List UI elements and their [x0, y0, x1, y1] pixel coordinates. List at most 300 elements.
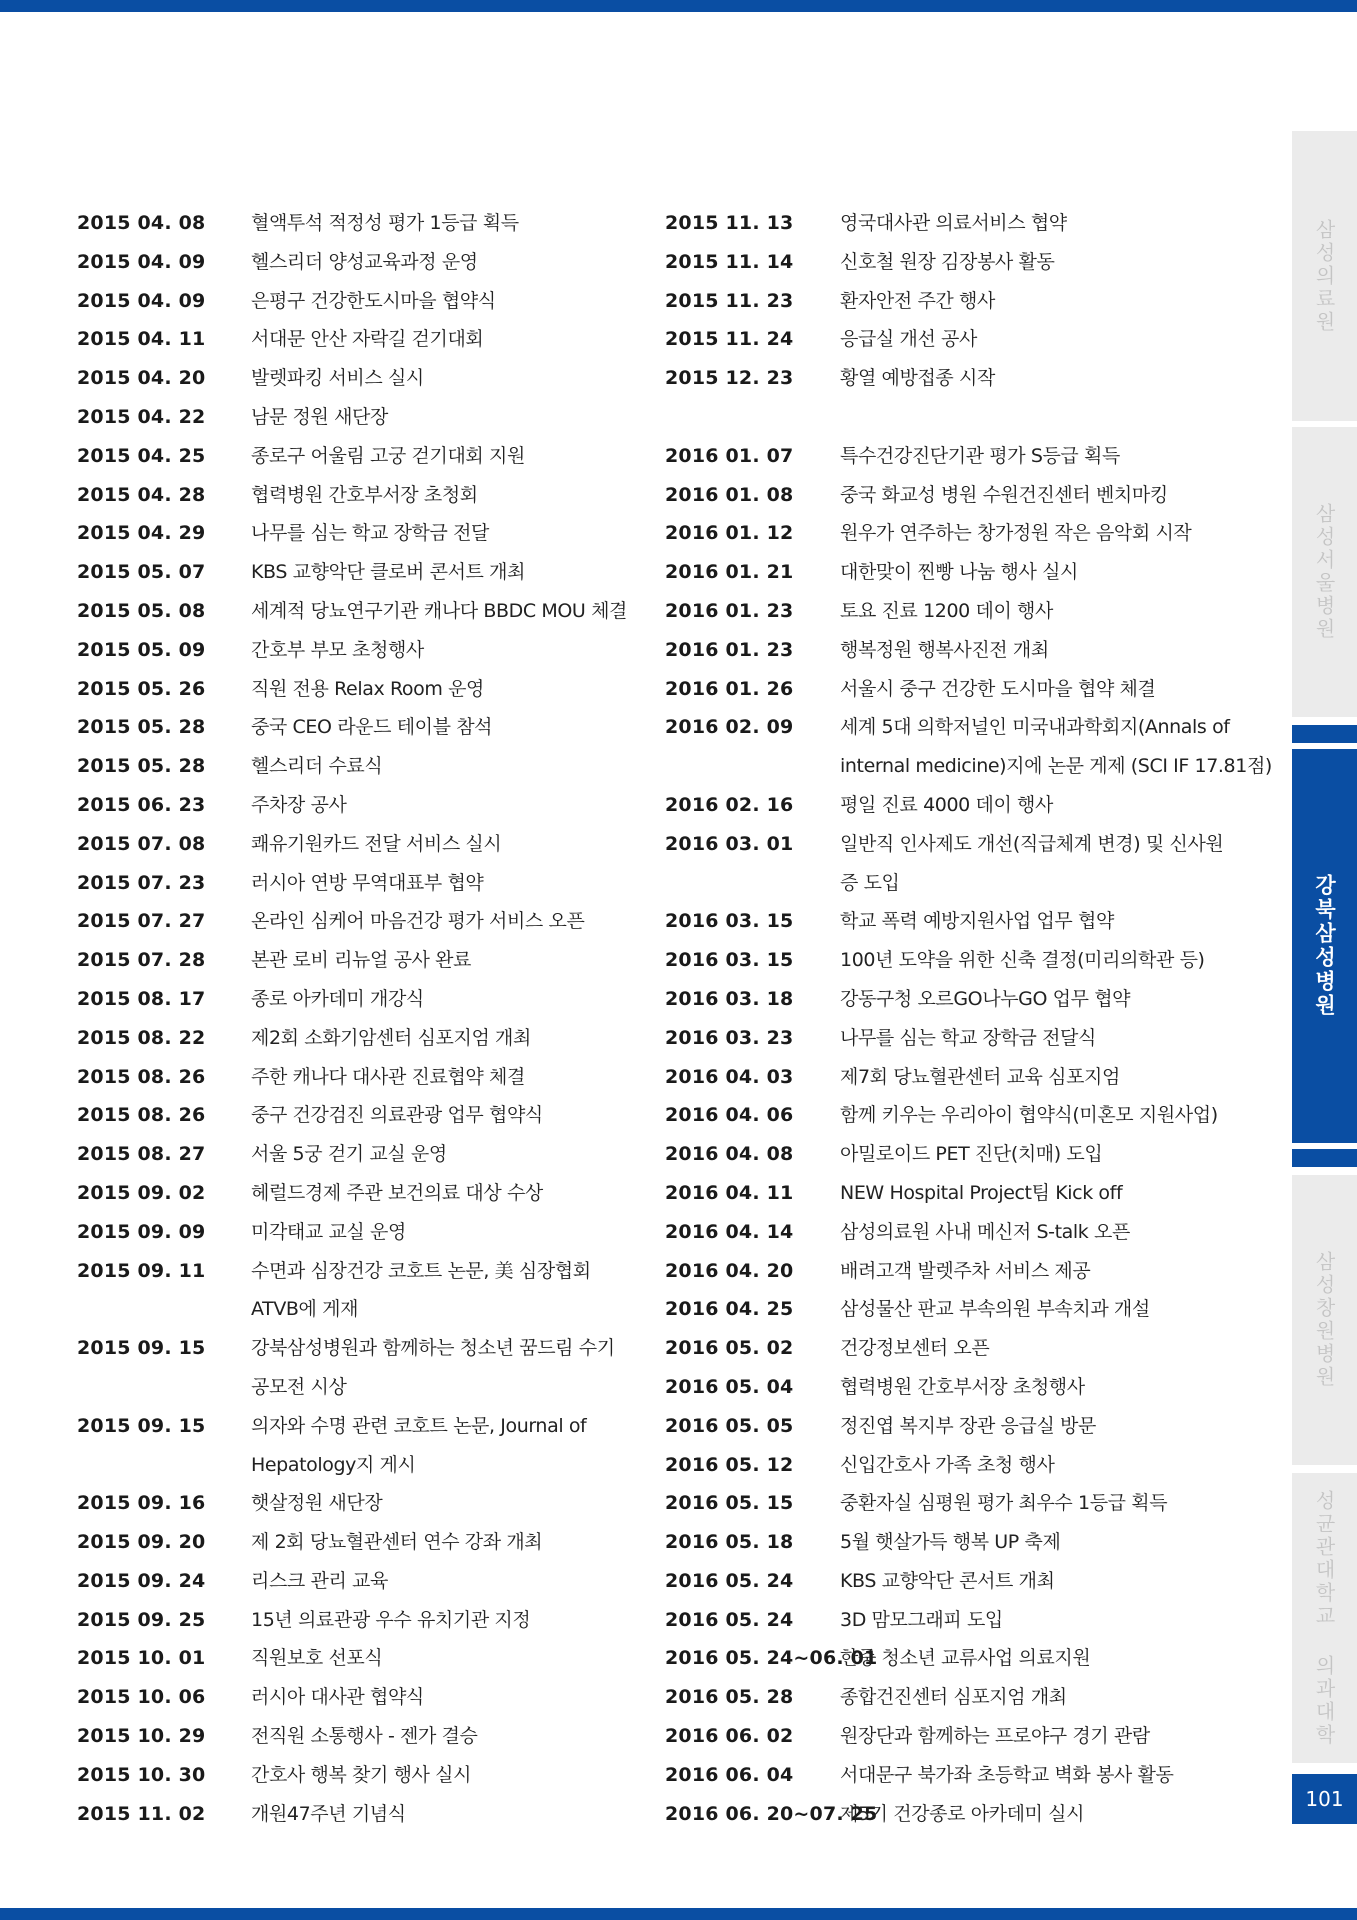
timeline-entry	[665, 1639, 1230, 1678]
entry-date: 2016 05. 24	[665, 1608, 794, 1631]
entry-date: 2016 04. 08	[665, 1143, 794, 1166]
entry-date: 2015 09. 09	[77, 1220, 206, 1243]
entry-date: 2015 04. 09	[77, 289, 206, 312]
entry-date: 2016 01. 26	[665, 677, 794, 700]
entry-date: 2015 10. 06	[77, 1686, 206, 1709]
side-tab-samsung-seoul-hospital[interactable]	[1292, 427, 1357, 717]
timeline-entry	[77, 1678, 637, 1717]
entry-date: 2016 06. 04	[665, 1763, 794, 1786]
entry-description-line: 서대문 안산 자락길 걷기대회	[251, 328, 484, 351]
timeline-entry	[77, 708, 637, 747]
entry-description-line: 신입간호사 가족 초청 행사	[840, 1453, 1055, 1476]
entry-description-line: 영국대사관 의료서비스 협약	[840, 212, 1067, 234]
side-tab-label: 삼성창원병원	[1312, 1251, 1336, 1389]
timeline-entry	[665, 786, 1230, 825]
entry-description-line: 100년 도약을 위한 신축 결정(미리의학관 등)	[840, 949, 1205, 972]
entry-date: 2015 04. 08	[77, 212, 206, 234]
entry-description	[840, 1096, 1218, 1135]
entry-description-line: 나무를 심는 학교 장학금 전달식	[840, 1026, 1096, 1049]
timeline-entry	[665, 320, 1230, 359]
entry-date: 2015 08. 26	[77, 1065, 206, 1088]
timeline-entry	[77, 1019, 637, 1058]
entry-description-line: 러시아 연방 무역대표부 협약	[251, 871, 484, 894]
entry-description	[840, 1135, 1102, 1174]
entry-description-line: 삼성물산 판교 부속의원 부속치과 개설	[840, 1298, 1150, 1321]
entry-description	[251, 553, 525, 592]
bottom-accent-bar	[0, 1908, 1357, 1920]
entry-date: 2016 03. 15	[665, 949, 794, 972]
entry-description-line: NEW Hospital Project팀 Kick off	[840, 1181, 1123, 1204]
entry-date: 2016 05. 04	[665, 1375, 794, 1398]
timeline-entry	[77, 1717, 637, 1756]
entry-description-line: 미각태교 교실 운영	[251, 1220, 406, 1243]
timeline-entry	[665, 1135, 1230, 1174]
entry-description-line: 개원47주년 기념식	[251, 1802, 406, 1825]
timeline-entry	[665, 902, 1230, 941]
entry-description	[840, 902, 1114, 941]
entry-description	[840, 980, 1130, 1019]
entry-description-line: 함께 키우는 우리아이 협약식(미혼모 지원사업)	[840, 1104, 1218, 1127]
timeline-entry	[77, 902, 637, 941]
entry-date: 2015 04. 28	[77, 483, 206, 506]
side-tab-label: 성균관대학교 의과대학	[1312, 1489, 1336, 1747]
timeline-entry	[665, 1213, 1230, 1252]
entry-description-line: 서울시 중구 건강한 도시마을 협약 체결	[840, 677, 1156, 700]
timeline-entry	[77, 631, 637, 670]
entry-description-line: 강북삼성병원과 함께하는 청소년 꿈드림 수기	[251, 1337, 615, 1360]
entry-date: 2015 04. 29	[77, 522, 206, 545]
page-number: 101	[1292, 1774, 1357, 1824]
timeline-entry	[665, 980, 1230, 1019]
entry-description-line: 5월 햇살가득 행복 UP 축제	[840, 1531, 1061, 1554]
entry-date: 2015 04. 20	[77, 367, 206, 390]
timeline-entry	[665, 670, 1230, 709]
entry-date: 2015 10. 01	[77, 1647, 206, 1670]
entry-description	[840, 359, 995, 398]
entry-date: 2015 07. 08	[77, 832, 206, 855]
entry-description	[251, 1756, 471, 1795]
entry-date: 2016 02. 16	[665, 793, 794, 816]
entry-date: 2015 09. 16	[77, 1492, 206, 1515]
timeline-entry	[77, 1213, 637, 1252]
timeline-entry	[665, 476, 1230, 515]
entry-description	[251, 1019, 531, 1058]
entry-description	[251, 1562, 388, 1601]
entry-description-line: 특수건강진단기관 평가 S등급 획득	[840, 444, 1120, 467]
timeline-entry	[665, 631, 1230, 670]
entry-date: 2016 01. 08	[665, 483, 794, 506]
entry-description-line: 의자와 수명 관련 코호트 논문, Journal of	[251, 1414, 587, 1437]
timeline-entry	[665, 825, 1230, 903]
entry-description	[251, 1329, 615, 1407]
entry-date: 2015 05. 26	[77, 677, 206, 700]
entry-description-line: 나무를 심는 학교 장학금 전달	[251, 522, 490, 545]
timeline-entry	[665, 1562, 1230, 1601]
entry-date: 2016 05. 18	[665, 1531, 794, 1554]
timeline-entry	[77, 1639, 637, 1678]
entry-description	[840, 1523, 1060, 1562]
entry-description-line: 제2회 소화기암센터 심포지엄 개최	[251, 1026, 531, 1049]
entry-date: 2016 03. 18	[665, 987, 794, 1010]
timeline-entry	[77, 786, 637, 825]
entry-description-line: 3D 맘모그래피 도입	[840, 1608, 1003, 1631]
entry-description-line: 제5기 건강종로 아카데미 실시	[840, 1802, 1085, 1825]
timeline-entry	[77, 1523, 637, 1562]
entry-date: 2016 03. 15	[665, 910, 794, 933]
timeline-entry	[77, 941, 637, 980]
entry-date: 2016 05. 12	[665, 1453, 794, 1476]
entry-description-line: 응급실 개선 공사	[840, 328, 977, 351]
entry-description	[251, 941, 471, 980]
entry-description	[251, 1407, 586, 1485]
timeline-entry	[77, 670, 637, 709]
entry-description-line: ATVB에 게재	[251, 1298, 359, 1321]
entry-date: 2015 09. 20	[77, 1531, 206, 1554]
entry-date: 2016 01. 12	[665, 522, 794, 545]
timeline-entry	[665, 1019, 1230, 1058]
entry-description-line: 환자안전 주간 행사	[840, 289, 995, 312]
entry-description-line: 중국 화교성 병원 수원건진센터 벤치마킹	[840, 483, 1168, 506]
timeline-entry	[665, 1058, 1230, 1097]
entry-description	[251, 1717, 478, 1756]
top-accent-bar	[0, 0, 1357, 12]
entry-description	[840, 1252, 1090, 1291]
entry-description-line: 전직원 소통행사 - 젠가 결승	[251, 1725, 478, 1748]
entry-description	[840, 708, 1272, 786]
entry-date: 2015 04. 11	[77, 328, 206, 351]
timeline-entry	[77, 359, 637, 398]
timeline-entry	[665, 553, 1230, 592]
entry-date: 2015 11. 14	[665, 250, 794, 273]
timeline-entry	[77, 1407, 637, 1485]
entry-description-line: 간호부 부모 초청행사	[251, 638, 424, 661]
entry-description	[840, 1329, 989, 1368]
entry-description-line: 제7회 당뇨혈관센터 교육 심포지엄	[840, 1065, 1120, 1088]
entry-description-line: 러시아 대사관 협약식	[251, 1686, 424, 1709]
entry-description-line: 제 2회 당뇨혈관센터 연수 강좌 개최	[251, 1531, 543, 1554]
entry-description	[840, 670, 1155, 709]
entry-description	[251, 1058, 525, 1097]
entry-date: 2015 05. 09	[77, 638, 206, 661]
entry-date: 2015 10. 30	[77, 1763, 206, 1786]
entry-description	[840, 941, 1205, 980]
timeline-entry	[665, 204, 1230, 243]
entry-description-line: 협력병원 간호부서장 초청행사	[840, 1375, 1085, 1398]
timeline-entry	[77, 1484, 637, 1523]
entry-description-line: 중국 CEO 라운드 테이블 참석	[251, 716, 493, 739]
entry-description-line: 종로구 어울림 고궁 걷기대회 지원	[251, 444, 525, 467]
timeline-entry	[77, 398, 637, 437]
side-tab-skku-medical-school[interactable]	[1292, 1473, 1357, 1763]
entry-description-line: 리스크 관리 교육	[251, 1569, 388, 1592]
entry-description	[251, 592, 627, 631]
entry-date: 2015 05. 07	[77, 561, 206, 584]
timeline-entry	[665, 1523, 1230, 1562]
entry-description	[251, 282, 496, 321]
entry-description-line: 은평구 건강한도시마을 협약식	[251, 289, 496, 312]
entry-description-line: 혈액투석 적정성 평가 1등급 획득	[251, 212, 519, 234]
side-tab-label: 삼성의료원	[1312, 218, 1336, 334]
timeline-entry	[665, 708, 1272, 786]
entry-date: 2015 11. 23	[665, 289, 794, 312]
entry-description	[840, 1290, 1150, 1329]
timeline-entry	[665, 1174, 1230, 1213]
entry-date: 2015 11. 02	[77, 1802, 206, 1825]
entry-date: 2015 08. 26	[77, 1104, 206, 1127]
side-tab-label: 삼성서울병원	[1312, 503, 1336, 641]
entry-date: 2016 05. 24	[665, 1569, 794, 1592]
entry-date: 2015 07. 23	[77, 871, 206, 894]
entry-date: 2016 05. 24~06. 01	[665, 1647, 878, 1670]
entry-description	[251, 1639, 382, 1678]
timeline-entry	[665, 514, 1230, 553]
timeline-entry	[77, 204, 637, 243]
timeline-entry	[77, 825, 637, 864]
entry-date: 2016 05. 15	[665, 1492, 794, 1515]
entry-description-line: 종로 아카데미 개강식	[251, 987, 424, 1010]
entry-date: 2016 06. 02	[665, 1725, 794, 1748]
entry-description	[840, 243, 1054, 282]
entry-date: 2015 11. 24	[665, 328, 794, 351]
entry-description-line: 서대문구 북가좌 초등학교 벽화 봉사 활동	[840, 1763, 1174, 1786]
entry-description	[251, 747, 382, 786]
entry-description-line: 세계적 당뇨연구기관 캐나다 BBDC MOU 체결	[251, 599, 627, 622]
entry-description-line: 주차장 공사	[251, 793, 347, 816]
entry-description-line: 원장단과 함께하는 프로야구 경기 관람	[840, 1725, 1150, 1748]
entry-description-line: 주한 캐나다 대사관 진료협약 체결	[251, 1065, 525, 1088]
entry-description	[840, 204, 1067, 243]
entry-date: 2016 03. 23	[665, 1026, 794, 1049]
timeline-entry	[665, 1290, 1230, 1329]
timeline-entry	[77, 747, 637, 786]
entry-description	[251, 1678, 424, 1717]
side-tab-label: 강북삼성병원	[1312, 874, 1337, 1018]
entry-description	[251, 1252, 591, 1330]
entry-description-line: KBS 교향악단 클로버 콘서트 개최	[251, 561, 526, 584]
entry-description-line: 중환자실 심평원 평가 최우수 1등급 획득	[840, 1492, 1168, 1515]
entry-description-line: 수면과 심장건강 코호트 논문, 美 심장협회	[251, 1259, 591, 1282]
entry-description	[251, 786, 346, 825]
entry-description-line: 평일 진료 4000 데이 행사	[840, 793, 1053, 816]
entry-date: 2015 09. 02	[77, 1181, 206, 1204]
timeline-entry	[77, 1096, 637, 1135]
entry-description-line: internal medicine)지에 논문 게제 (SCI IF 17.81점)	[840, 755, 1272, 778]
timeline-entry	[77, 1795, 637, 1834]
timeline-entry	[77, 476, 637, 515]
side-tab-samsung-medical-center[interactable]	[1292, 131, 1357, 421]
timeline-entry	[77, 1058, 637, 1097]
entry-date: 2016 04. 25	[665, 1298, 794, 1321]
entry-description	[840, 786, 1053, 825]
entry-description-line: 중구 건강검진 의료관광 업무 협약식	[251, 1104, 543, 1127]
timeline-entry	[665, 1329, 1230, 1368]
entry-description	[251, 631, 424, 670]
timeline-entry	[665, 941, 1230, 980]
entry-description-line: 아밀로이드 PET 진단(치매) 도입	[840, 1143, 1103, 1166]
entry-description	[840, 1795, 1084, 1834]
side-tab-samsung-changwon-hospital[interactable]	[1292, 1175, 1357, 1465]
entry-description	[251, 437, 525, 476]
entry-date: 2016 01. 23	[665, 638, 794, 661]
timeline-entry	[665, 1368, 1230, 1407]
entry-description	[251, 670, 484, 709]
entry-description-line: 삼성의료원 사내 메신저 S-talk 오픈	[840, 1220, 1130, 1243]
entry-description-line: 대한맞이 찐빵 나눔 행사 실시	[840, 561, 1079, 584]
timeline-entry	[665, 1252, 1230, 1291]
entry-description-line: 정진엽 복지부 장관 응급실 방문	[840, 1414, 1096, 1437]
entry-description-line: 직원보호 선포식	[251, 1647, 383, 1670]
entry-description	[251, 1601, 530, 1640]
timeline-entry	[665, 243, 1230, 282]
entry-description-line: 서울 5궁 걷기 교실 운영	[251, 1143, 447, 1166]
timeline-entry	[665, 437, 1230, 476]
entry-description	[840, 1407, 1096, 1446]
entry-description	[840, 1174, 1122, 1213]
entry-description	[251, 708, 492, 747]
side-tab-kangbuk-samsung-hospital[interactable]	[1292, 749, 1357, 1143]
entry-description-line: Hepatology지 게시	[251, 1453, 416, 1476]
timeline-entry	[77, 553, 637, 592]
entry-description	[840, 514, 1191, 553]
entry-description	[840, 476, 1168, 515]
entry-description	[251, 398, 388, 437]
entry-date: 2015 08. 22	[77, 1026, 206, 1049]
entry-date: 2015 10. 29	[77, 1725, 206, 1748]
entry-date: 2016 01. 23	[665, 599, 794, 622]
entry-date: 2015 09. 24	[77, 1569, 206, 1592]
timeline-entry	[665, 1601, 1230, 1640]
entry-description	[840, 1678, 1067, 1717]
entry-description	[251, 825, 501, 864]
entry-description-line: 공모전 시상	[251, 1375, 347, 1398]
timeline-entry	[665, 398, 1230, 437]
timeline-entry	[77, 1562, 637, 1601]
entry-description-line: 본관 로비 리뉴얼 공사 완료	[251, 949, 472, 972]
timeline-entry	[665, 282, 1230, 321]
entry-description	[251, 902, 584, 941]
entry-description	[251, 1174, 543, 1213]
timeline-entry	[665, 1795, 1230, 1834]
entry-description	[840, 1756, 1173, 1795]
entry-description-line: 원우가 연주하는 창가정원 작은 음악회 시작	[840, 522, 1192, 545]
entry-description-line: 배려고객 발렛주차 서비스 제공	[840, 1259, 1091, 1282]
entry-description	[251, 204, 519, 243]
entry-description	[251, 980, 424, 1019]
entry-description-line: 햇살정원 새단장	[251, 1492, 383, 1515]
timeline-entry	[77, 437, 637, 476]
entry-date: 2016 05. 02	[665, 1337, 794, 1360]
timeline-entry	[77, 320, 637, 359]
entry-date: 2015 08. 17	[77, 987, 206, 1010]
entry-description-line: 협력병원 간호부서장 초청회	[251, 483, 478, 506]
entry-date: 2016 04. 11	[665, 1181, 794, 1204]
timeline-entry	[77, 282, 637, 321]
entry-description	[251, 1484, 382, 1523]
timeline-entry	[77, 1329, 637, 1407]
entry-description	[251, 243, 478, 282]
entry-description	[251, 1096, 543, 1135]
entry-description-line: 쾌유기원카드 전달 서비스 실시	[251, 832, 502, 855]
entry-date: 2015 08. 27	[77, 1143, 206, 1166]
entry-date: 2016 01. 07	[665, 444, 794, 467]
entry-description-line: 건강정보센터 오픈	[840, 1337, 990, 1360]
timeline-entry	[665, 359, 1230, 398]
timeline-entry	[77, 1174, 637, 1213]
entry-description-line: 종합건진센터 심포지엄 개최	[840, 1686, 1067, 1709]
entry-description	[251, 1795, 406, 1834]
timeline-column-left	[77, 204, 637, 1833]
entry-description-line: 일반직 인사제도 개선(직급체계 변경) 및 신사원	[840, 832, 1224, 855]
entry-date: 2016 05. 05	[665, 1414, 794, 1437]
timeline-entry	[665, 1678, 1230, 1717]
entry-description-line: 온라인 심케어 마음건강 평가 서비스 오픈	[251, 910, 585, 933]
entry-description	[840, 1484, 1167, 1523]
entry-description-line: 황열 예방접종 시작	[840, 367, 995, 390]
entry-description-line: 발렛파킹 서비스 실시	[251, 367, 424, 390]
entry-description-line: 행복정원 행복사진전 개최	[840, 638, 1049, 661]
timeline-entry	[665, 1717, 1230, 1756]
timeline-entry	[77, 1252, 637, 1330]
timeline-entry	[77, 1135, 637, 1174]
entry-description	[840, 320, 977, 359]
entry-description	[840, 1446, 1054, 1485]
timeline-entry	[77, 1601, 637, 1640]
entry-description	[251, 1523, 542, 1562]
entry-date: 2015 04. 25	[77, 444, 206, 467]
timeline-entry	[77, 243, 637, 282]
entry-date: 2015 12. 23	[665, 367, 794, 390]
entry-date: 2015 09. 25	[77, 1608, 206, 1631]
entry-date: 2015 09. 15	[77, 1337, 206, 1360]
timeline-entry	[77, 514, 637, 553]
entry-description	[251, 1213, 406, 1252]
entry-description	[840, 1639, 1090, 1678]
timeline-entry	[77, 1756, 637, 1795]
entry-description-line: 증 도입	[840, 871, 900, 894]
entry-description-line: 직원 전용 Relax Room 운영	[251, 677, 484, 700]
entry-description-line: 간호사 행복 찾기 행사 실시	[251, 1763, 472, 1786]
entry-date: 2016 03. 01	[665, 832, 794, 855]
entry-description-line: 신호철 원장 김장봉사 활동	[840, 250, 1055, 273]
entry-description	[840, 1562, 1055, 1601]
entry-description	[840, 592, 1053, 631]
timeline-entry	[665, 1407, 1230, 1446]
entry-date: 2016 06. 20~07. 25	[665, 1802, 878, 1825]
entry-date: 2015 07. 27	[77, 910, 206, 933]
entry-date: 2015 05. 28	[77, 716, 206, 739]
timeline-entry	[77, 864, 637, 903]
entry-description-line: 15년 의료관광 우수 유치기관 지정	[251, 1608, 531, 1631]
timeline-entry	[77, 592, 637, 631]
entry-description	[840, 825, 1223, 903]
entry-description	[840, 1601, 1003, 1640]
entry-description	[840, 1058, 1120, 1097]
entry-description	[840, 282, 995, 321]
entry-description	[251, 864, 483, 903]
entry-description-line: 한중 청소년 교류사업 의료지원	[840, 1647, 1091, 1670]
entry-description	[840, 1368, 1085, 1407]
entry-description	[840, 1213, 1130, 1252]
entry-description	[251, 320, 483, 359]
active-tab-accent-top	[1292, 725, 1357, 743]
entry-description-line: 학교 폭력 예방지원사업 업무 협약	[840, 910, 1114, 933]
entry-date: 2016 04. 20	[665, 1259, 794, 1282]
entry-description	[251, 476, 478, 515]
entry-date: 2015 04. 22	[77, 405, 206, 428]
entry-description	[251, 514, 489, 553]
entry-description	[251, 359, 424, 398]
entry-date: 2016 05. 28	[665, 1686, 794, 1709]
